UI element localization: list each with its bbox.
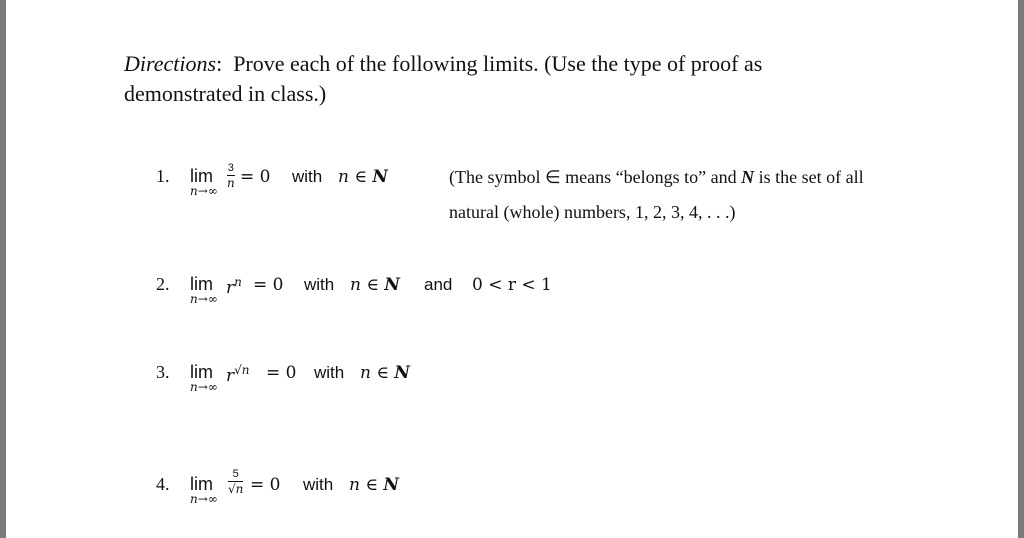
equals-zero: = 0 [250,475,281,495]
condition-relation: ∈ [376,363,389,383]
problem-1 [156,162,916,222]
limit-operator [190,274,218,305]
numerator: 5 [232,468,239,480]
fraction [228,469,243,495]
base: r [226,278,235,298]
problem-4 [156,468,556,514]
limit-subscript: n→∞ [190,492,218,506]
problem-2 [156,274,656,314]
lim-word: lim [190,474,213,494]
with-word: with [303,475,334,494]
symbol-note-line-2: natural (whole) numbers, 1, 2, 3, 4, . . .) [449,202,736,222]
condition-set: N [372,167,388,187]
equals-zero: = 0 [266,363,297,383]
lim-word: lim [190,274,213,294]
with-word: with [292,167,323,186]
range-condition: 0 < r < 1 [472,275,552,295]
limit-subscript: n→∞ [190,184,218,198]
condition [360,363,410,383]
base: r [226,366,235,386]
denominator: n [227,176,235,190]
condition [338,167,388,187]
equals-zero: = 0 [253,275,284,295]
limit-operator [190,166,218,197]
exponent: n [234,275,242,289]
condition-set: N [383,475,399,495]
note-line-1a: (The symbol ∈ means “belongs to” and [449,167,742,187]
problem-number: 3. [156,362,170,382]
condition [349,475,399,495]
directions-text [124,49,844,109]
condition [350,275,400,295]
directions-line-1: Prove each of the following limits. (Use the type of proof as [233,51,763,76]
condition-variable: n [360,363,371,383]
lim-word: lim [190,362,213,382]
limit-operator [190,362,218,393]
symbol-note [449,168,864,186]
condition-relation: ∈ [354,167,367,187]
problem-number: 1. [156,166,170,186]
directions-label: Directions [124,51,217,76]
fraction [227,163,235,189]
with-word: with [304,275,335,294]
condition-relation: ∈ [366,275,379,295]
condition-set: N [384,275,400,295]
and-word: and [424,275,453,294]
exponent: √n [234,363,250,377]
condition-relation: ∈ [365,475,378,495]
problem-number: 2. [156,274,170,294]
condition-set: N [394,363,410,383]
problem-3 [156,362,556,402]
note-set: N [741,167,755,187]
lim-word: lim [190,166,213,186]
note-line-1b: is the set of all [754,167,864,187]
denominator: √n [228,482,244,496]
problem-number: 4. [156,474,170,494]
numerator: 3 [227,162,234,174]
limit-operator [190,474,218,505]
document-page [6,0,1018,538]
condition-variable: n [350,275,361,295]
condition-variable: n [349,475,360,495]
directions-line-2: demonstrated in class.) [124,81,327,106]
limit-subscript: n→∞ [190,292,218,306]
equals-zero: = 0 [240,167,271,187]
directions-colon: : [216,51,223,76]
with-word: with [314,363,345,382]
power-expression [226,275,242,298]
power-expression [226,363,250,386]
limit-subscript: n→∞ [190,380,218,394]
condition-variable: n [338,167,349,187]
